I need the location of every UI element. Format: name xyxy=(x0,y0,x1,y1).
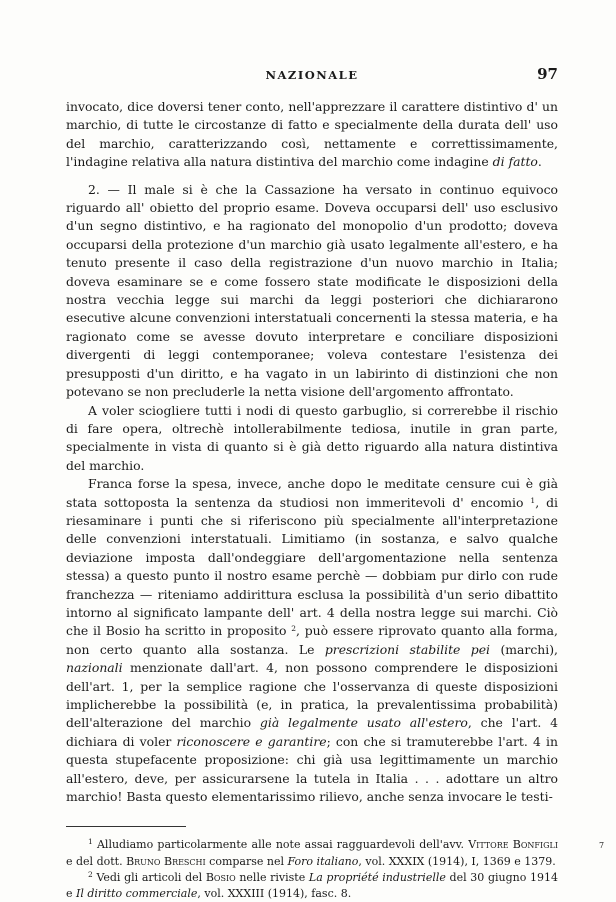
body-text xyxy=(66,98,558,806)
italic-run: di fatto xyxy=(492,154,538,170)
text-run: (marchi), xyxy=(490,641,558,657)
text-run: , vol. XXXIX (1914), I, 1369 e 1379. xyxy=(358,854,556,868)
page-number: 97 xyxy=(537,65,558,83)
running-title: NAZIONALE xyxy=(265,68,359,82)
text-run: , vol. XXXIII (1914), fasc. 8. xyxy=(197,887,352,901)
italic-run: Il diritto commerciale xyxy=(76,887,198,901)
paragraph: A voler sciogliere tutti i nodi di questo garbuglio, si correrebbe il rischio di fare opera, oltrechè intollerabilmente tediosa, inutile in gran parte, specialmente in vista di quanto si è già detto riguardo alla natura distintiva del marchio. xyxy=(66,402,558,473)
footnote-number: 1 xyxy=(88,837,93,847)
footnote-ref-2[interactable]: 2 xyxy=(291,624,296,634)
page xyxy=(66,65,558,902)
paragraph-section-2: 2. — Il male si è che la Cassazione ha versato in continuo equivoco riguardo all' obietto del proprio esame. Doveva occuparsi dell' uso esclusivo d'un segno distintivo, e ha ragionato del monopolio d'un prodotto; doveva occuparsi della protezione d'un marchio già usato legalmente all'estero, e ha tenuto presente il caso della registrazione d'un nuovo marchio in Italia; doveva esaminare se e come fossero state modificate le disposizioni della nostra vecchia legge sui marchi da leggi posteriori che dichiararono esecutive alcune convenzioni interstatuali concernenti la stessa materia, e ha ragionato come se avesse dovuto interpretare e conciliare disposizioni divergenti di leggi contemporanee; voleva contestare l'esistenza dei presupposti d'un diritto, e ha vagato in un labirinto di distinzioni che non potevano se non precluderle la netta visione dell'argomento affrontato. xyxy=(66,181,558,400)
text-run: ; con che si tramuterebbe l'art. 4 in questa stupefacente proposizione: chi già usa legittimamente un marchio all'estero, deve, per assicurarsene la tutela in Italia . . . adottare un altro marchio! Basta questo elementarissimo rilievo, anche senza invocare le testi- xyxy=(66,733,558,805)
text-run: comparse nel xyxy=(205,854,288,868)
text-run: nelle riviste xyxy=(235,870,309,884)
italic-run: La propriété industrielle xyxy=(308,870,446,884)
text-run: , che l'art. 4 dichiara di voler xyxy=(66,715,558,749)
footnote-number: 2 xyxy=(88,869,93,879)
footnotes xyxy=(66,837,558,902)
text-run: menzionate dall'art. 4, non possono comprendere le disposizioni dell'art. 1, per la semplice ragione che l'osservanza di queste disposizioni implicherebbe la possibilità (e, in pratica, la prevalentissima probabilità) dell'alterazione del marchio xyxy=(66,660,558,731)
italic-run: Foro italiano xyxy=(287,854,359,868)
text-run: invocato, dice doversi tener conto, nell'apprezzare il carattere distintivo d' un marchio, di tutte le circostanze di fatto e specialmente della durata dell' uso del marchio, caratterizzando così, nettamente e correttissimamente, l'indagine relativa alla natura distintiva del marchio come indagine xyxy=(66,99,558,170)
text-run: Alludiamo particolarmente alle note assai ragguardevoli dell'avv. xyxy=(92,838,469,852)
author-name: Bosio xyxy=(205,870,236,884)
italic-run: già legalmente usato all'estero xyxy=(259,715,468,731)
text-run: del 30 giugno 1914 e xyxy=(66,870,558,901)
italic-run: riconoscere e garantire xyxy=(176,733,327,749)
italic-run: nazionali xyxy=(66,660,123,676)
author-name: Vittore Bonfigli xyxy=(468,838,558,852)
italic-run: prescrizioni stabilite pei xyxy=(324,641,491,657)
footnote-1 xyxy=(66,837,558,869)
text-run: Vedi gli articoli del xyxy=(92,870,206,884)
paragraph xyxy=(66,475,558,806)
signature-mark: 7 xyxy=(599,841,605,850)
footnote-ref-1[interactable]: 1 xyxy=(530,495,536,505)
text-run: , di riesaminare i punti che si riferiscono più specialmente all'interpretazione delle convenzioni interstatuali. Limitiamo (in sostanza, e salvo qualche deviazione imposta dall'ondeggiare dell'argomentazione nella sentenza stessa) a questo punto il nostro esame perchè — dobbiam pur dirlo con rude franchezza — riteniamo addirittura esclusa la possibilità d'un serio dibattito intorno al significato lampante dell' art. 4 della nostra legge sui marchi. Ciò che il Bosio ha scritto in proposito xyxy=(66,494,558,639)
author-name: Bruno Breschi xyxy=(126,854,206,868)
paragraph-continuation xyxy=(66,98,558,172)
footnote-divider xyxy=(66,826,186,827)
text-run: Franca forse la spesa, invece, anche dopo le meditate censure cui è già stata sottoposta la sentenza da studiosi non immeritevoli d' encomio xyxy=(66,476,558,510)
text-run: e del dott. xyxy=(66,854,127,868)
text-run: . xyxy=(537,154,542,170)
page-header xyxy=(66,65,558,90)
text-run: , può essere riprovato quanto alla forma, non certo quanto alla sostanza. Le xyxy=(66,623,558,657)
footnote-2 xyxy=(66,870,558,902)
